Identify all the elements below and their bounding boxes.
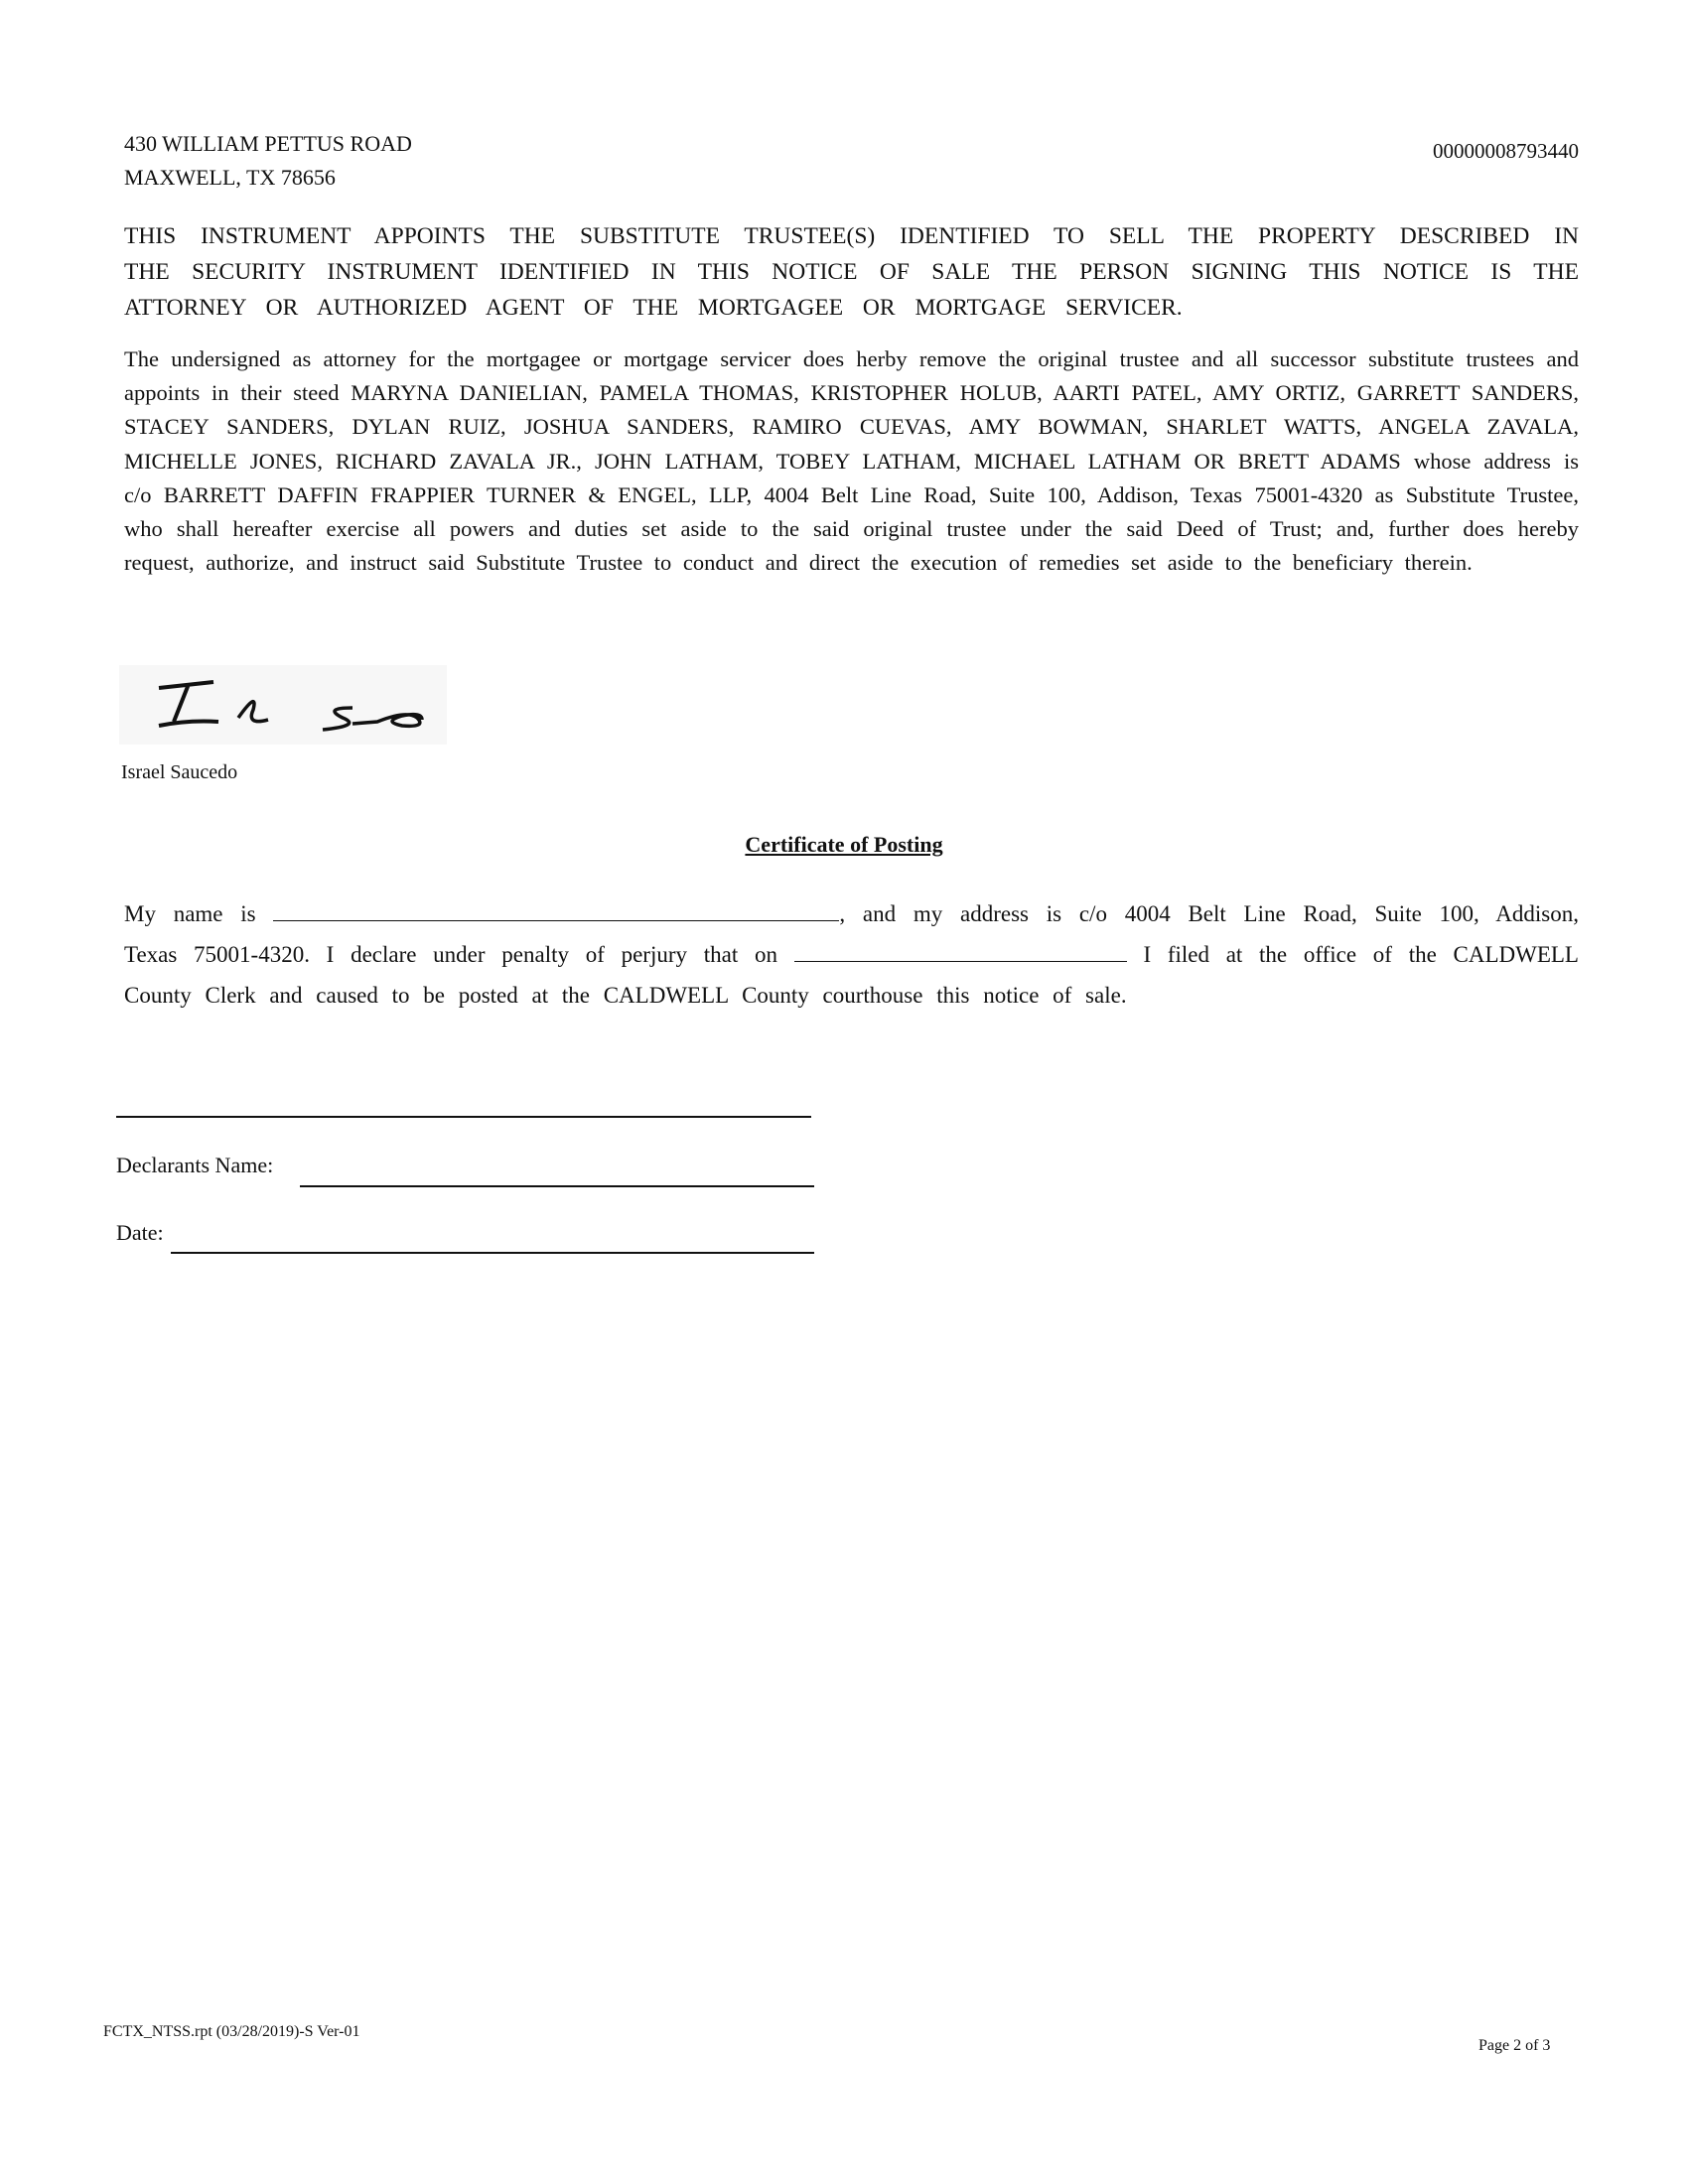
signature-stipple [119,665,447,745]
certificate-text-1: My name is [124,901,256,926]
address-line-1: 430 WILLIAM PETTUS ROAD [124,131,412,156]
declarants-name-label: Declarants Name: [116,1153,274,1177]
appointment-notice: THIS INSTRUMENT APPOINTS THE SUBSTITUTE TRUSTEE(S) IDENTIFIED TO SELL THE PROPERTY DESCRIBED IN THE SECURITY INSTRUMENT IDENTIFIED IN THIS NOTICE OF SALE THE PERSON SIGNING THIS NOTICE IS THE ATTORNEY OR AUTHORIZED AGENT OF THE MORTGAGEE OR MORTGAGE SERVICER. [124,223,1579,321]
address-line-2: MAXWELL, TX 78656 [124,165,336,190]
reference-number: 00000008793440 [1433,139,1579,163]
declarant-signature-line[interactable] [116,1116,811,1118]
page-number: Page 2 of 3 [1478,2037,1551,2054]
form-id: FCTX_NTSS.rpt (03/28/2019)-S Ver-01 [103,2023,360,2040]
signer-name: Israel Saucedo [121,761,238,783]
certificate-text-2: , and my address is c/o 4004 Belt Line Road, Suite 100, Addison, Texas 75001-4320. I declare under penalty of perjury that on [124,901,1579,967]
date-line[interactable] [171,1252,814,1254]
certificate-title: Certificate of Posting [745,832,943,857]
certificate-text-3: I filed at the office of the CALDWELL County Clerk and caused to be posted at the CALDWELL County courthouse this notice of sale. [124,942,1579,1008]
signature-image [119,660,576,750]
declarants-name-line[interactable] [300,1185,814,1187]
certificate-text [124,893,1579,1016]
date-label: Date: [116,1220,164,1245]
name-blank[interactable] [273,902,839,921]
property-address [124,127,412,195]
appointment-paragraph: The undersigned as attorney for the mortgagee or mortgage servicer does herby remove the original trustee and all successor substitute trustees and appoints in their steed MARYNA DANIELIAN, PAMELA THOMAS, KRISTOPHER HOLUB, AARTI PATEL, AMY ORTIZ, GARRETT SANDERS, STACEY SANDERS, DYLAN RUIZ, JOSHUA SANDERS, RAMIRO CUEVAS, AMY BOWMAN, SHARLET WATTS, ANGELA ZAVALA, MICHELLE JONES, RICHARD ZAVALA JR., JOHN LATHAM, TOBEY LATHAM, MICHAEL LATHAM OR BRETT ADAMS whose address is c/o BARRETT DAFFIN FRAPPIER TURNER & ENGEL, LLP, 4004 Belt Line Road, Suite 100, Addison, Texas 75001-4320 as Substitute Trustee, who shall hereafter exercise all powers and duties set aside to the said original trustee under the said Deed of Trust; and, further does hereby request, authorize, and instruct said Substitute Trustee to conduct and direct the execution of remedies set aside to the beneficiary therein. [124,346,1579,576]
date-blank[interactable] [794,943,1127,962]
